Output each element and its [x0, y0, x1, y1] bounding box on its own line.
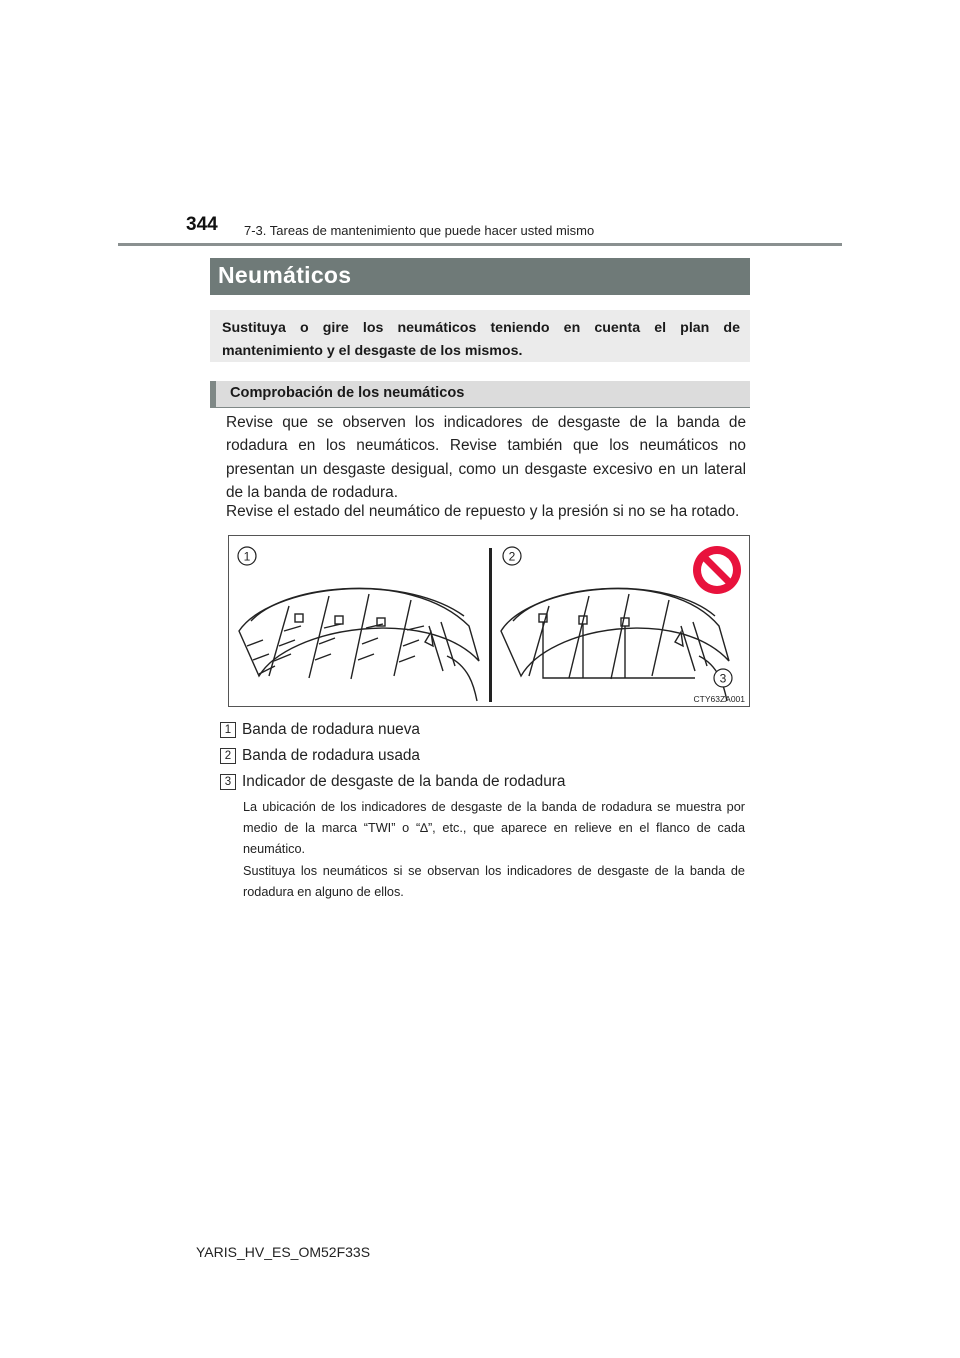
- callout-1-icon: [238, 547, 256, 565]
- tire-tread-figure: [228, 535, 750, 707]
- note-twi-location: La ubicación de los indicadores de desgaste de la banda de rodadura se muestra por medio de la marca “TWI” o “∆”, etc., que aparece en relieve en el flanco de cada neumático.: [243, 800, 745, 856]
- section-breadcrumb: 7-3. Tareas de mantenimiento que puede hacer usted mismo: [244, 223, 595, 238]
- callout-2-label: 2: [508, 549, 516, 564]
- worn-tread-tire: [501, 588, 729, 701]
- subheading: Comprobación de los neumáticos: [210, 381, 750, 407]
- legend-label: Banda de rodadura usada: [242, 747, 420, 764]
- tire-illustration: [229, 536, 749, 706]
- new-tread-tire: [239, 588, 479, 701]
- callout-1-label: 1: [243, 549, 251, 564]
- page-title-bar: [210, 258, 750, 295]
- paragraph-spare-check: Revise el estado del neumático de repuesto y la presión si no se ha rotado.: [226, 503, 740, 520]
- paragraph-wear-check: Revise que se observen los indicadores de desgaste de la banda de rodadura en los neumáticos. Revise también que los neumáticos no presentan un desgaste desigual, como un desgaste excesivo en un lateral de la banda de rodadura.: [226, 414, 746, 501]
- callout-3-icon: [714, 669, 732, 687]
- no-symbol-icon: [693, 546, 741, 594]
- figure-code: CTY63ZA001: [693, 694, 745, 704]
- footer-doc-code: YARIS_HV_ES_OM52F33S: [196, 1244, 371, 1260]
- legend-number: 3: [220, 774, 236, 790]
- note-replace-tires: Sustituya los neumáticos si se observan los indicadores de desgaste de la banda de rodadura en alguno de ellos.: [243, 864, 745, 899]
- legend-number: 1: [220, 722, 236, 738]
- callout-3-label: 3: [719, 671, 727, 686]
- figure-divider: [489, 548, 492, 702]
- page-title: Neumáticos: [218, 262, 352, 288]
- header-divider: [118, 243, 842, 246]
- callout-2-icon: [503, 547, 521, 565]
- page-number: 344: [186, 214, 218, 235]
- subheading-rule: [210, 407, 750, 408]
- legend-label: Banda de rodadura nueva: [242, 721, 420, 738]
- summary-box: Sustituya o gire los neumáticos teniendo en cuenta el plan de mantenimiento y el desgaste de los mismos.: [210, 310, 750, 362]
- legend-label: Indicador de desgaste de la banda de rodadura: [242, 773, 566, 790]
- legend-number: 2: [220, 748, 236, 764]
